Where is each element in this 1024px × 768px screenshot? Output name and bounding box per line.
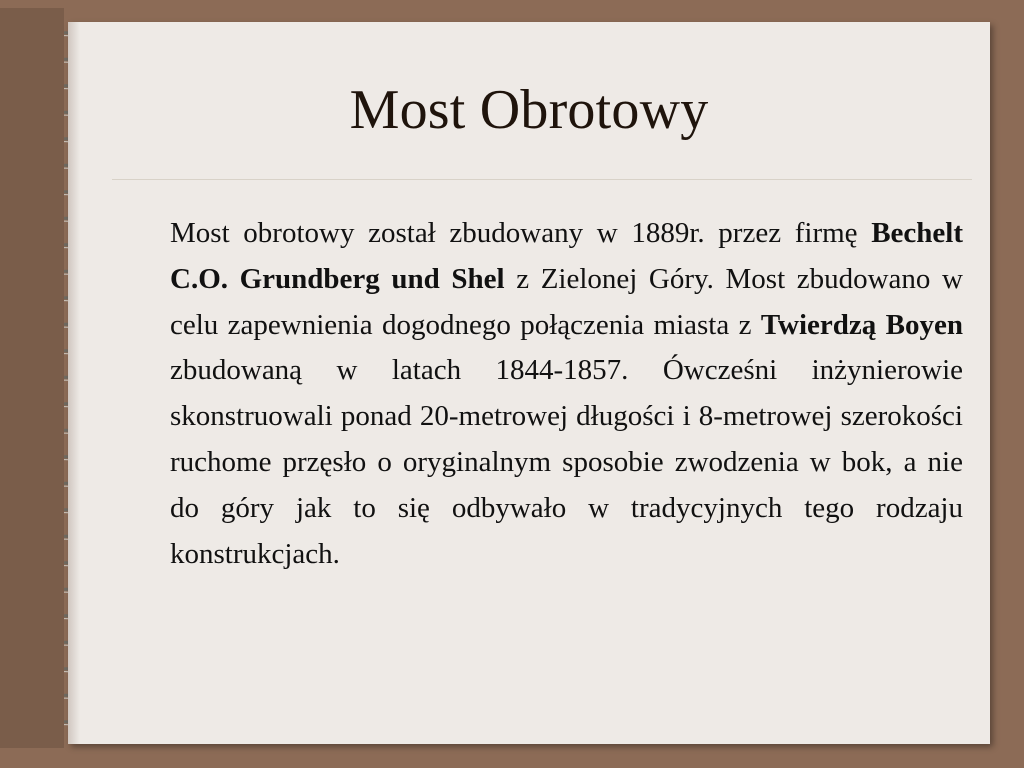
binding-back-strip bbox=[0, 8, 64, 748]
text-segment: z Zielonej Góry. Most zbudowano w celu zapewnienia dogodnego połączenia miasta z bbox=[170, 262, 963, 341]
slide-title: Most Obrotowy bbox=[349, 79, 709, 141]
bold-text-segment: Bechelt C.O. Grundberg und Shel bbox=[170, 217, 963, 295]
title-divider bbox=[112, 179, 972, 180]
bold-text-segment: Twierdzą Boyen bbox=[760, 308, 963, 341]
text-segment: Most obrotowy został zbudowany w 1889r. przez firmę bbox=[170, 217, 872, 249]
slide-body-text bbox=[170, 211, 963, 577]
text-segment: zbudowaną w latach 1844-1857. Ówcześni inżynierowie skonstruowali ponad 20-metrowej długości i 8-metrowej szerokości ruchome przęsło o oryginalnym sposobie zwodzenia w bok, a nie do góry jak to się odbywało w tradycyjnych tego rodzaju konstrukcjach. bbox=[170, 354, 963, 570]
